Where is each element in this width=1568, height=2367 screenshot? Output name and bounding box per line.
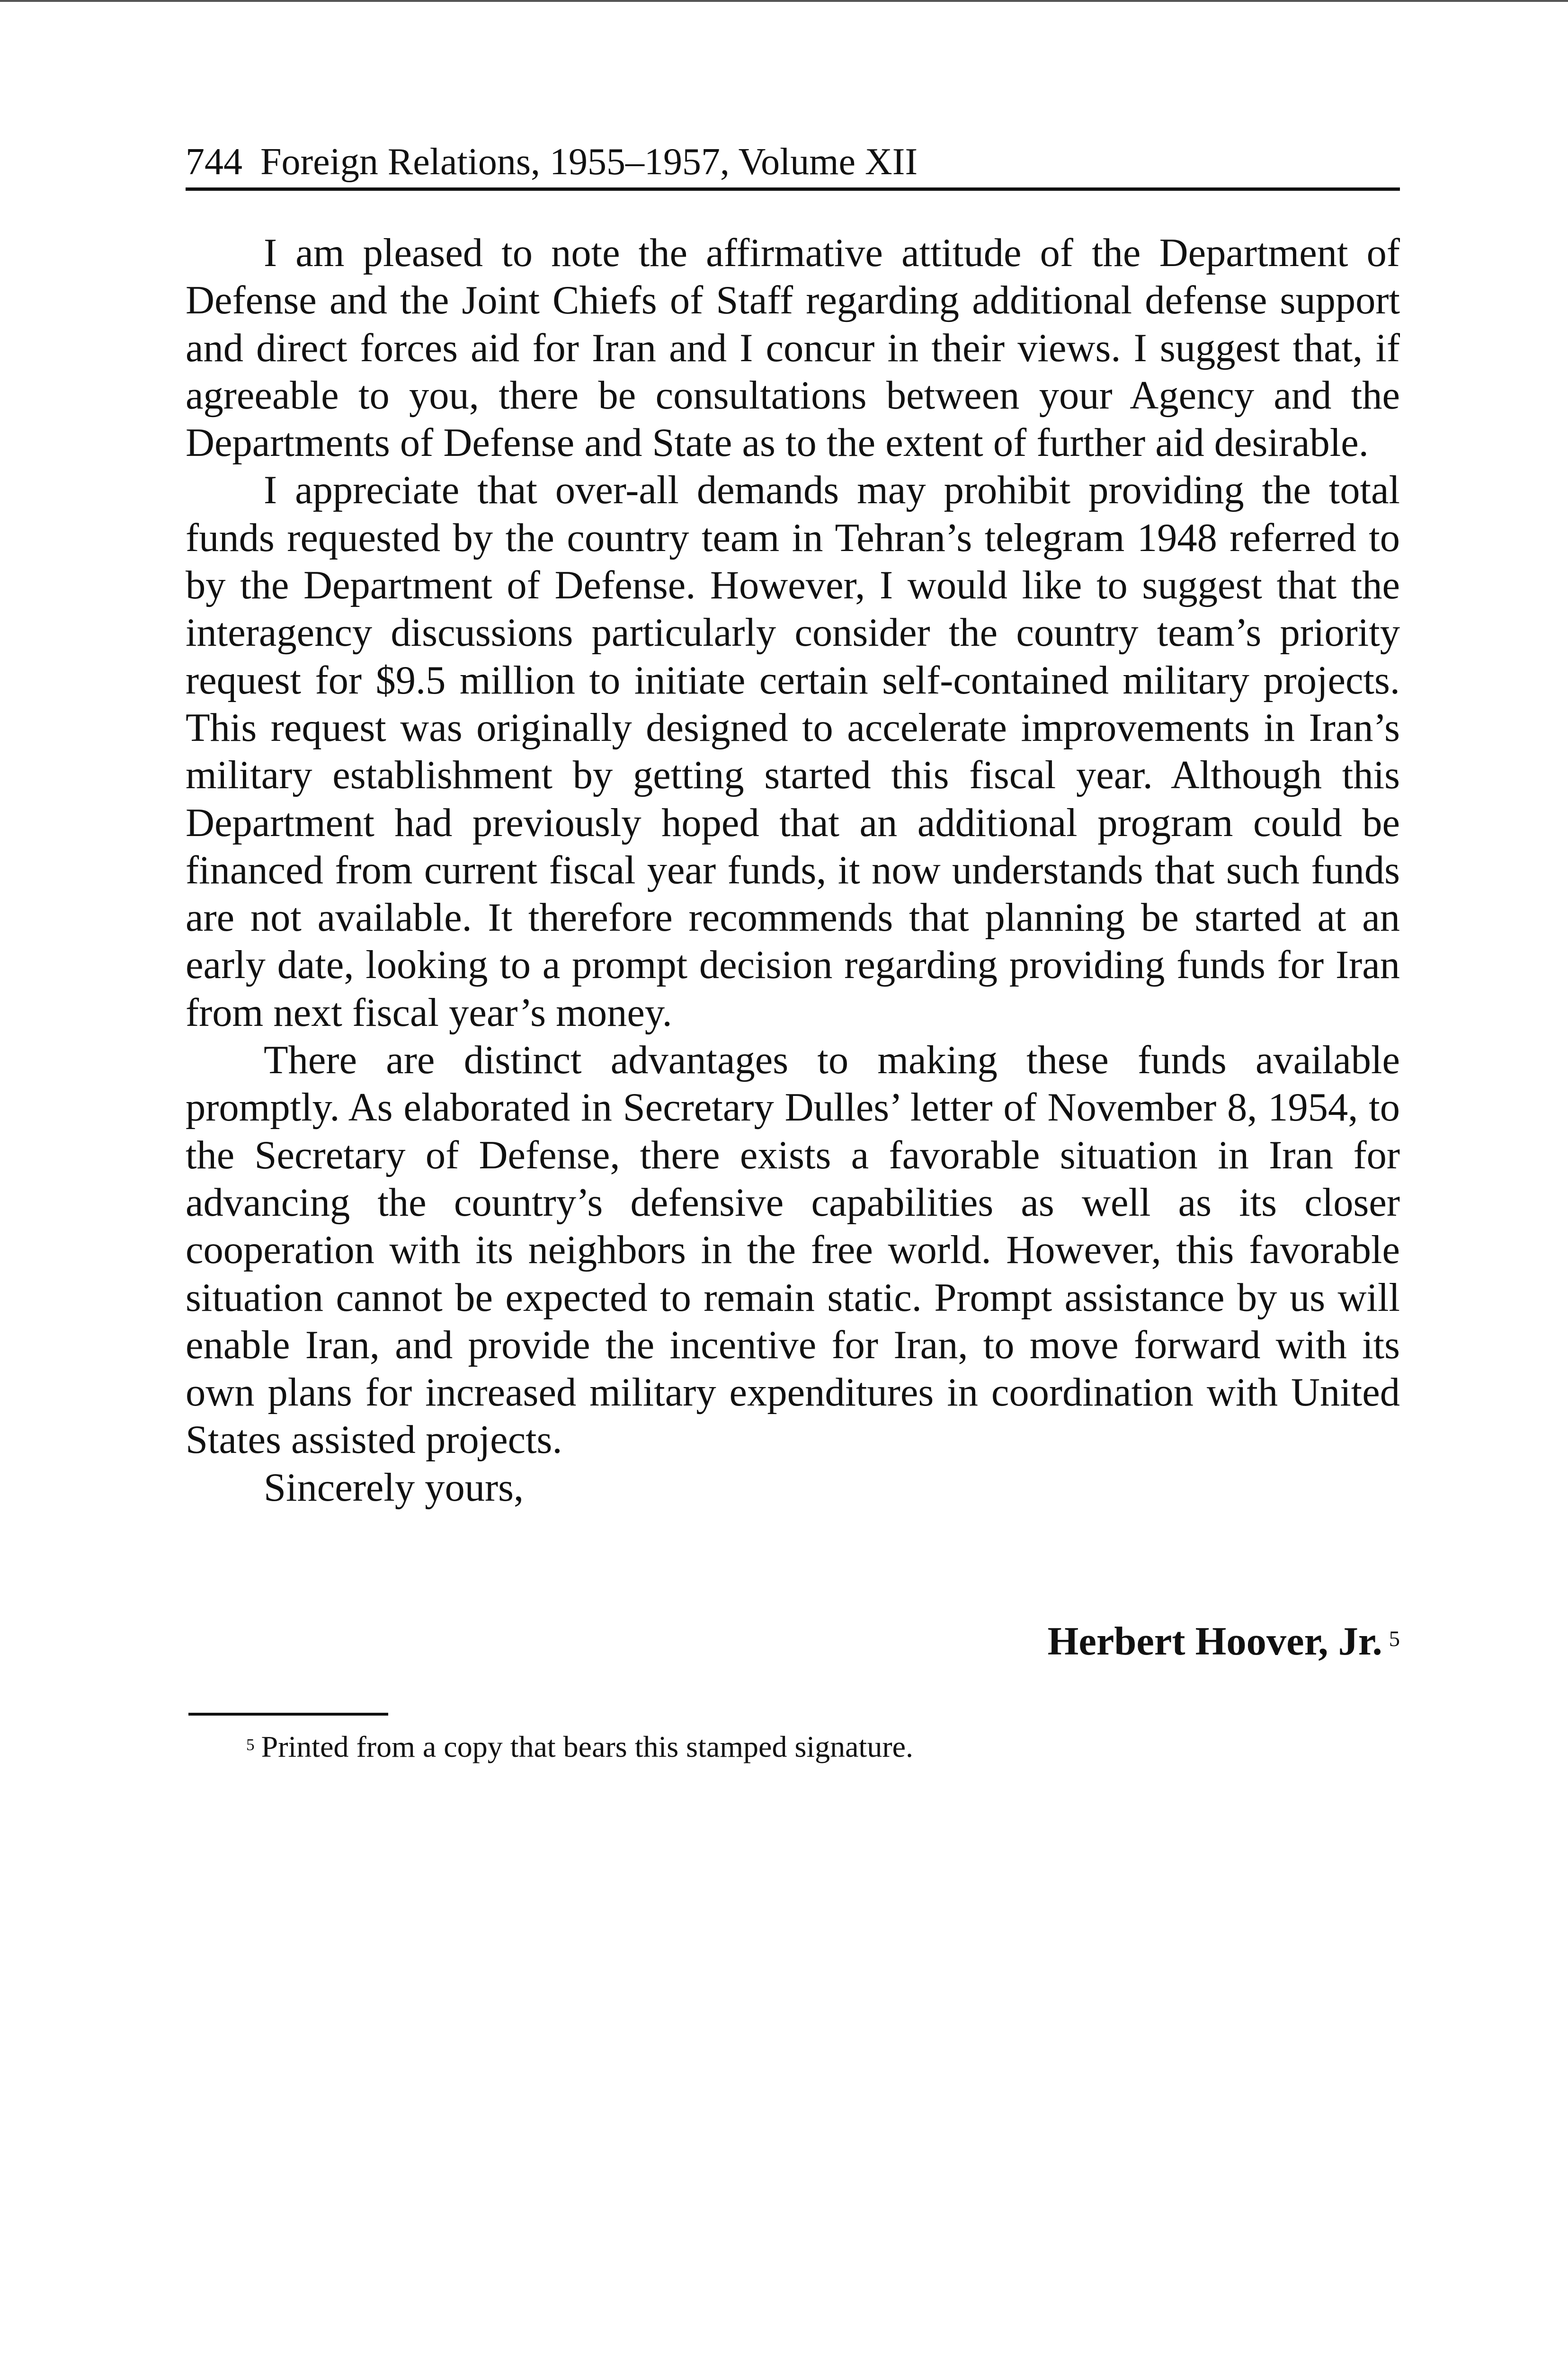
page-top-edge <box>0 0 1568 2</box>
paragraph-3: There are distinct advantages to making these funds available promptly. As elaborated in Secretary Dulles’ letter of November 8, 1954, to the Secretary of Defense, there exists a favorable situation in Iran for advancing the country’s defensive capabilities as well as its closer cooperation with its neighbors in the free world. However, this favorable situation cannot be expected to remain static. Prompt assistance by us will enable Iran, and provide the incentive for Iran, to move forward with its own plans for increased military expenditures in coordination with United States assisted projects. <box>186 1038 1400 1462</box>
letter-body <box>186 230 1400 1512</box>
footnote-number: 5 <box>246 1735 255 1754</box>
footnote-divider <box>188 1713 388 1716</box>
running-header <box>186 136 1400 191</box>
footnote-reference: 5 <box>1389 1627 1400 1652</box>
running-title: Foreign Relations, 1955–1957, Volume XII <box>260 141 918 183</box>
page-number: 744 <box>186 141 242 183</box>
signature-block <box>710 1618 1400 1665</box>
complimentary-close: Sincerely yours, <box>264 1465 524 1510</box>
signatory-name: Herbert Hoover, Jr. <box>1047 1620 1382 1664</box>
paragraph-2: I appreciate that over-all demands may prohibit providing the total funds requested by the country team in Tehran’s telegram 1948 referred to by the Department of Defense. However, I would like to suggest that the interagency discussions particularly consider the country team’s priority request for $9.5 million to initiate certain self-contained military projects. This request was originally designed to accelerate improvements in Iran’s military establishment by getting started this fiscal year. Although this Department had previously hoped that an additional program could be financed from current fiscal year funds, it now understands that such funds are not available. It therefore recommends that planning be started at an early date, looking to a prompt decision regarding providing funds for Iran from next fiscal year’s money. <box>186 468 1400 1035</box>
footnote <box>246 1723 1382 1771</box>
paragraph-1: I am pleased to note the affirmative attitude of the Department of Defense and the Joint Chiefs of Staff regarding additional defense support and direct forces aid for Iran and I concur in their views. I suggest that, if agreeable to you, there be consultations between your Agency and the Departments of Defense and State as to the extent of further aid desirable. <box>186 231 1400 465</box>
footnote-text: Printed from a copy that bears this stamped signature. <box>261 1730 914 1763</box>
